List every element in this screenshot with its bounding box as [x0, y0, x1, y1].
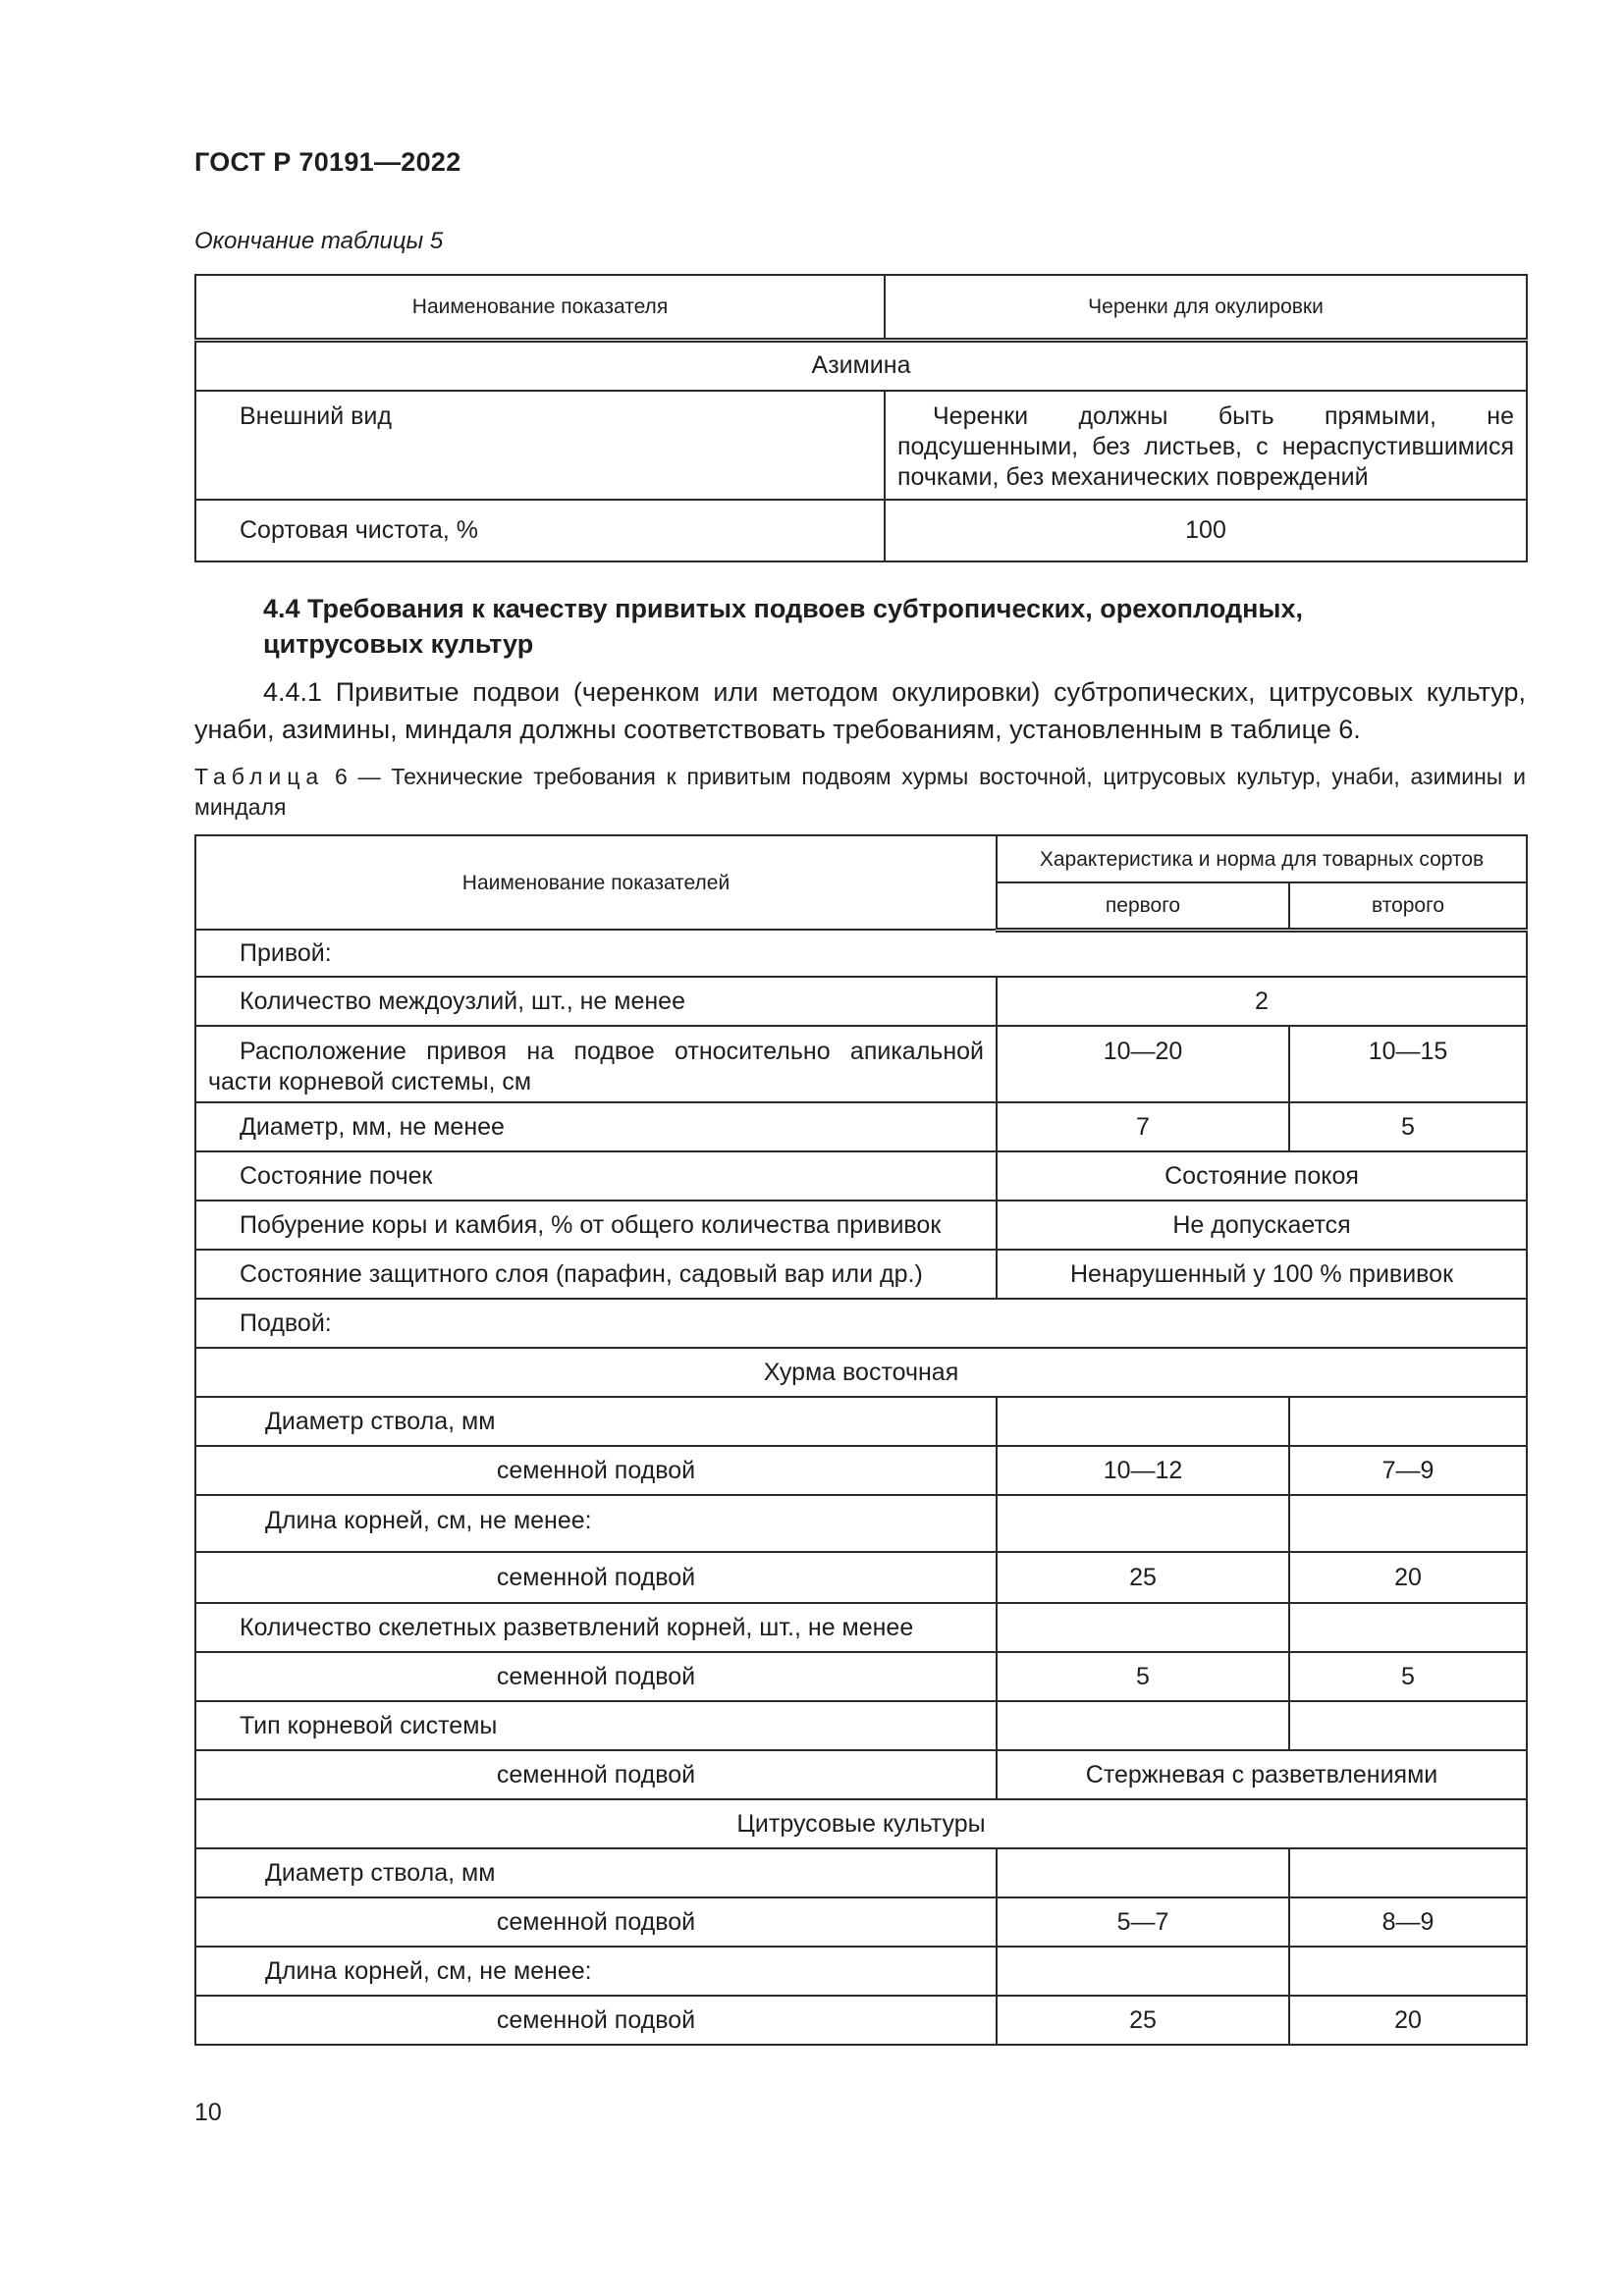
row-value-second: 7—9	[1289, 1446, 1527, 1495]
section-row	[195, 1799, 1527, 1848]
section-label: Хурма восточная	[195, 1348, 1527, 1397]
table-row	[195, 930, 1527, 977]
table-row	[195, 391, 1527, 500]
row-label: семенной подвой	[195, 1897, 997, 1947]
section-label: Цитрусовые культуры	[195, 1799, 1527, 1848]
section-title: 4.4 Требования к качеству привитых подвоев субтропических, орехоплодных, цитрусовых культур	[263, 594, 1304, 659]
paragraph-4-4-1: 4.4.1 Привитые подвои (черенком или методом окулировки) субтропических, цитрусовых культур, унаби, азимины, миндаля должны соответствовать требованиям, установленным в таблице 6.	[194, 677, 1526, 744]
table6-caption	[194, 762, 1526, 823]
table-6	[194, 834, 1528, 2046]
table-row	[195, 977, 1527, 1026]
table-row	[195, 1897, 1527, 1947]
row-label: Привой:	[195, 930, 1527, 977]
col-header-group: Характеристика и норма для товарных сортов	[997, 835, 1527, 882]
section-row	[195, 340, 1527, 391]
row-label: Диаметр ствола, мм	[195, 1848, 997, 1897]
page-number: 10	[194, 2099, 222, 2126]
table-row	[195, 1151, 1527, 1201]
row-label: семенной подвой	[195, 1652, 997, 1701]
row-value: Состояние покоя	[997, 1151, 1527, 1201]
col-header-name: Наименование показателя	[195, 275, 885, 340]
table5-caption: Окончание таблицы 5	[194, 228, 444, 254]
table-5	[194, 274, 1528, 562]
section-row	[195, 1348, 1527, 1397]
row-value-first: 7	[997, 1102, 1289, 1151]
row-label: Диаметр ствола, мм	[195, 1397, 997, 1446]
row-value-first: 10—20	[997, 1026, 1289, 1102]
row-value-second: 10—15	[1289, 1026, 1527, 1102]
row-label: Длина корней, см, не менее:	[195, 1947, 997, 1996]
table-row	[195, 1250, 1527, 1299]
row-value-second: 8—9	[1289, 1897, 1527, 1947]
row-value-first: 5	[997, 1652, 1289, 1701]
row-value: Не допускается	[997, 1201, 1527, 1250]
table-row	[195, 1701, 1527, 1750]
row-label: Расположение привоя на подвое относительно апикальной части корневой системы, см	[195, 1026, 997, 1102]
table-row	[195, 1947, 1527, 1996]
table-row	[195, 1603, 1527, 1652]
row-value: 100	[885, 500, 1527, 561]
row-label: семенной подвой	[195, 1552, 997, 1603]
table6-caption-text: 6 — Технические требования к привитым подвоям хурмы восточной, цитрусовых культур, унаби, азимины и миндаля	[194, 764, 1526, 820]
row-value-second: 20	[1289, 1552, 1527, 1603]
row-label: семенной подвой	[195, 1996, 997, 2045]
section-label: Азимина	[195, 340, 1527, 391]
row-value-second: 20	[1289, 1996, 1527, 2045]
col-header-cuttings: Черенки для окулировки	[885, 275, 1527, 340]
table6-caption-label: Таблица	[194, 764, 325, 789]
row-value: Стержневая с разветвлениями	[997, 1750, 1527, 1799]
row-name: Внешний вид	[195, 391, 885, 500]
row-label: семенной подвой	[195, 1750, 997, 1799]
row-label: Тип корневой системы	[195, 1701, 997, 1750]
row-label: Количество скелетных разветвлений корней, шт., не менее	[195, 1603, 997, 1652]
row-value: Ненарушенный у 100 % прививок	[997, 1250, 1527, 1299]
table-row	[195, 1446, 1527, 1495]
row-label: Подвой:	[195, 1299, 1527, 1348]
row-label: Состояние почек	[195, 1151, 997, 1201]
row-label: Диаметр, мм, не менее	[195, 1102, 997, 1151]
row-label: Побурение коры и камбия, % от общего количества прививок	[195, 1201, 997, 1250]
row-value-first: 10—12	[997, 1446, 1289, 1495]
row-label: семенной подвой	[195, 1446, 997, 1495]
col-header-second: второго	[1289, 882, 1527, 930]
table-header-row	[195, 835, 1527, 882]
standard-header: ГОСТ Р 70191—2022	[194, 147, 461, 177]
row-value: 2	[997, 977, 1527, 1026]
row-value-second: 5	[1289, 1652, 1527, 1701]
col-header-first: первого	[997, 882, 1289, 930]
row-value-first: 25	[997, 1996, 1289, 2045]
table-row	[195, 1750, 1527, 1799]
table-row	[195, 1996, 1527, 2045]
row-label: Длина корней, см, не менее:	[195, 1495, 997, 1552]
table-row	[195, 1552, 1527, 1603]
row-value-first: 25	[997, 1552, 1289, 1603]
table-row	[195, 1652, 1527, 1701]
table-row	[195, 1495, 1527, 1552]
table-header-row	[195, 275, 1527, 340]
row-name: Сортовая чистота, %	[195, 500, 885, 561]
table-row	[195, 1397, 1527, 1446]
table-row	[195, 1026, 1527, 1102]
row-value: Черенки должны быть прямыми, не подсушенными, без листьев, с нераспустившимися почками, без механических повреждений	[885, 391, 1527, 500]
col-header-name: Наименование показателей	[195, 835, 997, 930]
row-label: Количество междоузлий, шт., не менее	[195, 977, 997, 1026]
table-row	[195, 1299, 1527, 1348]
table-row	[195, 1848, 1527, 1897]
table-row	[195, 1201, 1527, 1250]
row-value-first: 5—7	[997, 1897, 1289, 1947]
table-row	[195, 500, 1527, 561]
row-value-second: 5	[1289, 1102, 1527, 1151]
table-row	[195, 1102, 1527, 1151]
row-label: Состояние защитного слоя (парафин, садовый вар или др.)	[195, 1250, 997, 1299]
